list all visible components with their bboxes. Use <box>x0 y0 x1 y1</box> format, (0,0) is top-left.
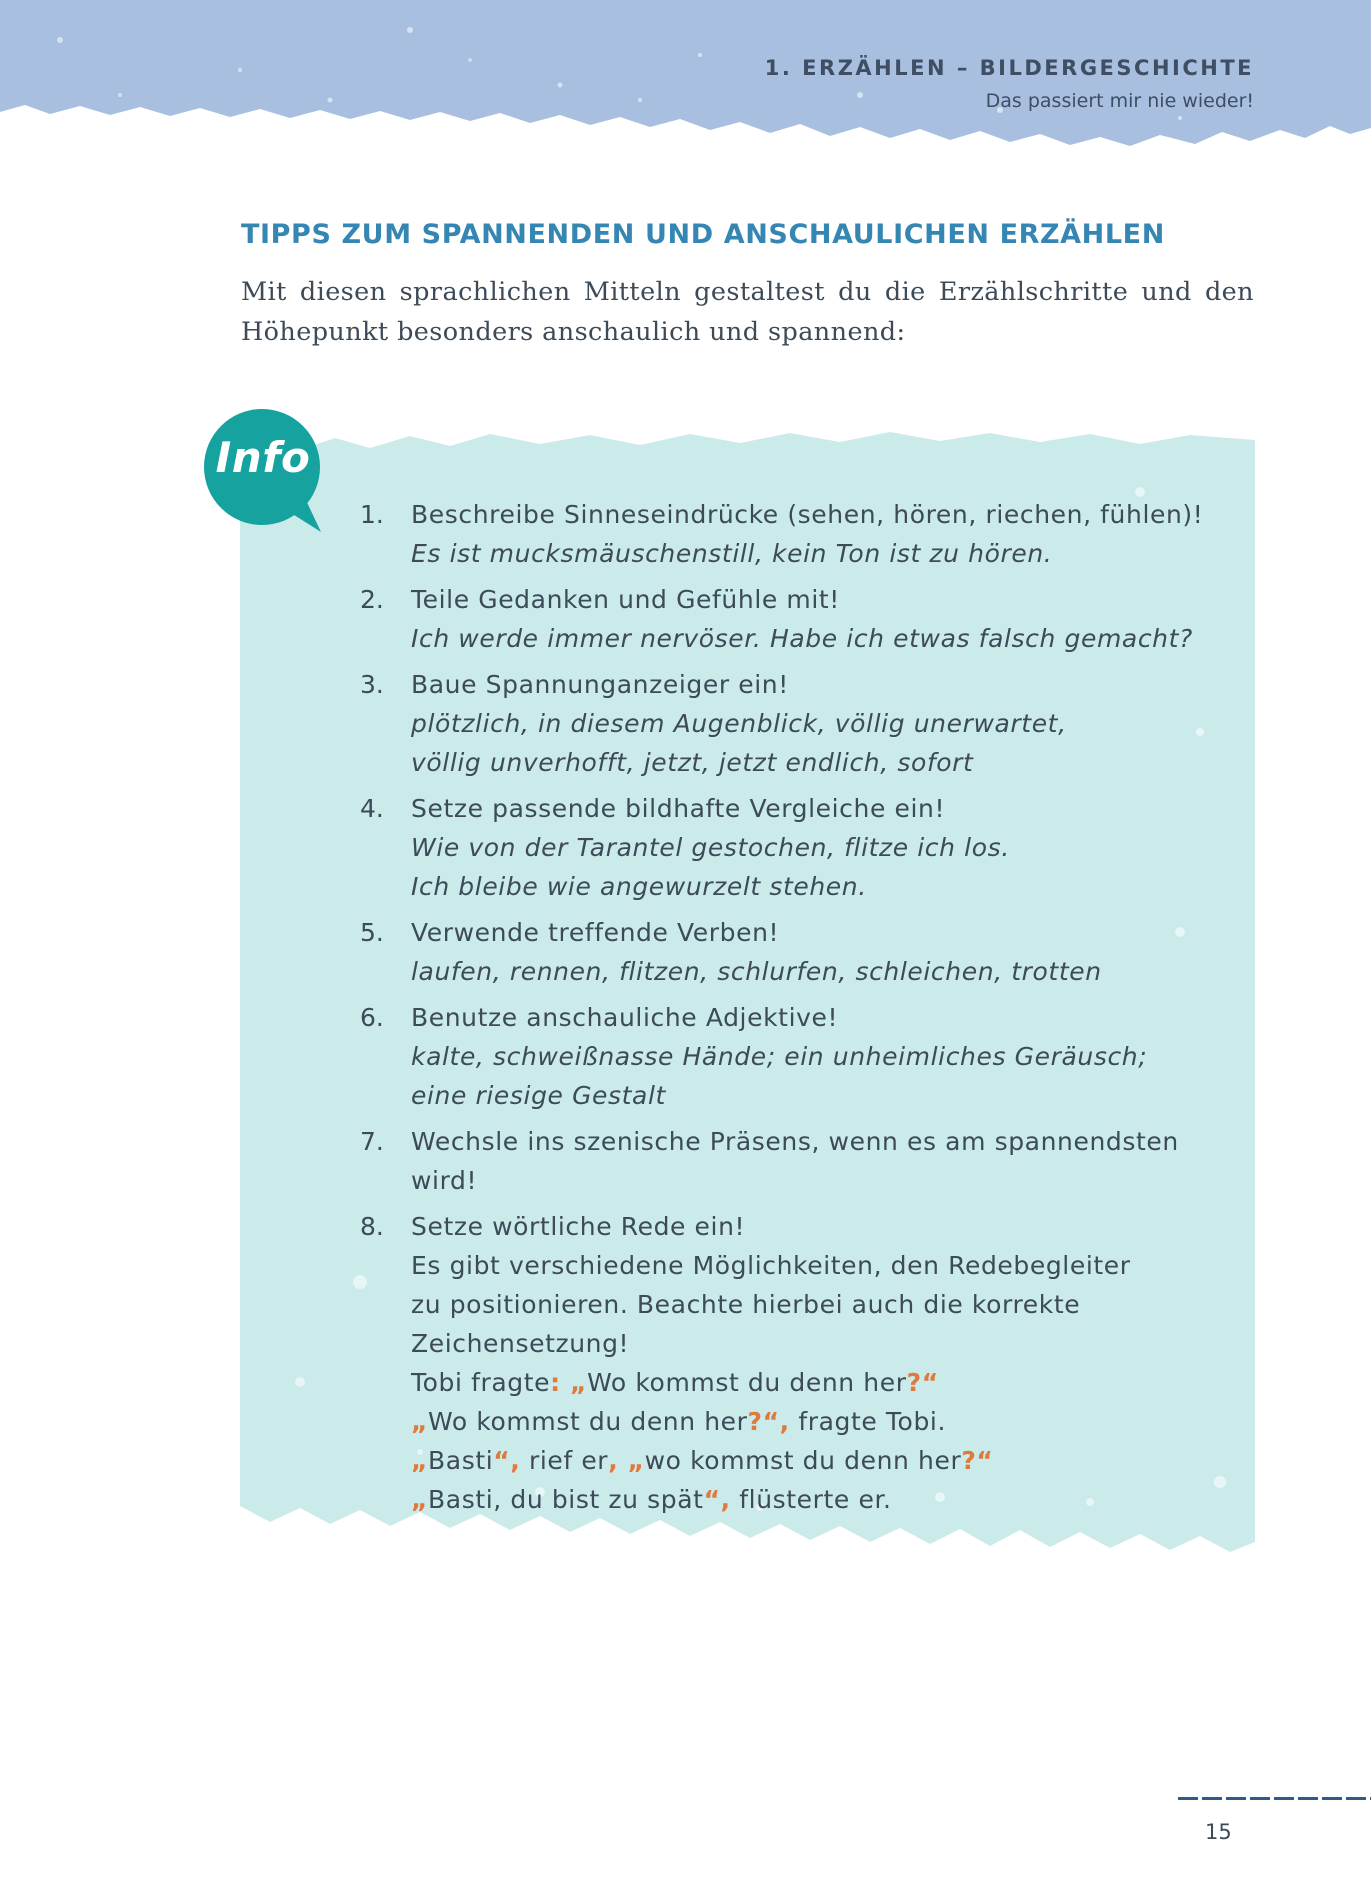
chapter-subtitle: Das passiert mir nie wieder! <box>985 90 1254 112</box>
speech-punctuation: : „ <box>550 1368 588 1397</box>
tip-example: eine riesige Gestalt <box>411 1081 666 1110</box>
tip-text: Setze passende bildhafte Vergleiche ein! <box>411 794 946 823</box>
tip-item <box>360 580 1240 658</box>
tip-item <box>360 665 1240 782</box>
speech-text: Basti <box>428 1446 494 1475</box>
speech-text: Wo kommst du denn her <box>428 1407 748 1436</box>
speech-example <box>411 1480 1240 1519</box>
intro-paragraph: Mit diesen sprachlichen Mitteln gestaltest du die Erzählschritte und den Höhepunkt besonders anschaulich und spannend: <box>241 277 1254 347</box>
tip-example: plötzlich, in diesem Augenblick, völlig unerwartet, <box>411 709 1067 738</box>
tip-item <box>360 1122 1240 1200</box>
chapter-heading: 1. ERZÄHLEN – BILDERGESCHICHTE <box>764 56 1254 80</box>
speech-punctuation: “, <box>493 1446 521 1475</box>
tip-item <box>360 998 1240 1115</box>
tip-item <box>360 789 1240 906</box>
tip-number: 5. <box>360 918 384 947</box>
page-number-rule <box>1178 1797 1371 1800</box>
tip-example: laufen, rennen, flitzen, schlurfen, schleichen, trotten <box>411 957 1102 986</box>
tip-text: Setze wörtliche Rede ein! <box>411 1212 746 1241</box>
tip-text: Es gibt verschiedene Möglichkeiten, den Redebegleiter <box>411 1251 1131 1280</box>
speech-punctuation: “, <box>703 1485 731 1514</box>
tip-example: Ich werde immer nervöser. Habe ich etwas falsch gemacht? <box>411 624 1193 653</box>
tip-example: Wie von der Tarantel gestochen, flitze ich los. <box>411 833 1010 862</box>
speech-text: rief er <box>520 1446 609 1475</box>
section-title: TIPPS ZUM SPANNENDEN UND ANSCHAULICHEN ERZÄHLEN <box>241 219 1165 250</box>
tip-number: 3. <box>360 670 384 699</box>
header-band <box>0 0 1371 175</box>
speech-punctuation: ?“ <box>961 1446 994 1475</box>
tip-number: 1. <box>360 500 384 529</box>
speech-punctuation: ?“ <box>906 1368 939 1397</box>
tip-text: Teile Gedanken und Gefühle mit! <box>411 585 840 614</box>
speech-example <box>411 1363 1240 1402</box>
speech-punctuation: „ <box>411 1485 429 1514</box>
tip-text: wird! <box>411 1166 478 1195</box>
speech-example <box>411 1441 1240 1480</box>
tip-number: 7. <box>360 1127 384 1156</box>
speech-example <box>411 1402 1240 1441</box>
tip-text: Verwende treffende Verben! <box>411 918 780 947</box>
tip-text: Beschreibe Sinneseindrücke (sehen, hören, riechen, fühlen)! <box>411 500 1204 529</box>
tip-example: Es ist mucksmäuschenstill, kein Ton ist zu hören. <box>411 539 1053 568</box>
tip-number: 8. <box>360 1212 384 1241</box>
speech-punctuation: ?“, <box>747 1407 790 1436</box>
speech-text: wo kommst du denn her <box>644 1446 962 1475</box>
tip-text: Baue Spannunganzeiger ein! <box>411 670 789 699</box>
tip-example: völlig unverhofft, jetzt, jetzt endlich, sofort <box>411 748 974 777</box>
info-label: Info <box>215 433 311 482</box>
tip-text: Zeichensetzung! <box>411 1329 630 1358</box>
speech-text: Tobi fragte <box>411 1368 551 1397</box>
speech-text: Basti, du bist zu spät <box>428 1485 704 1514</box>
tip-item <box>360 495 1240 573</box>
speech-text: fragte Tobi. <box>789 1407 947 1436</box>
tip-item <box>360 1207 1240 1519</box>
tips-list <box>360 495 1240 1526</box>
page-number: 15 <box>1205 1820 1232 1844</box>
speech-punctuation: „ <box>411 1407 429 1436</box>
tip-item <box>360 913 1240 991</box>
tip-text: Wechsle ins szenische Präsens, wenn es am spannendsten <box>411 1127 1179 1156</box>
speech-punctuation: „ <box>411 1446 429 1475</box>
speech-text: flüsterte er. <box>730 1485 892 1514</box>
tip-text: zu positionieren. Beachte hierbei auch die korrekte <box>411 1290 1081 1319</box>
tip-number: 2. <box>360 585 384 614</box>
tip-example: Ich bleibe wie angewurzelt stehen. <box>411 872 867 901</box>
tip-example: kalte, schweißnasse Hände; ein unheimliches Geräusch; <box>411 1042 1148 1071</box>
speech-text: Wo kommst du denn her <box>587 1368 907 1397</box>
tip-number: 6. <box>360 1003 384 1032</box>
speech-punctuation: , „ <box>608 1446 645 1475</box>
tip-number: 4. <box>360 794 384 823</box>
tip-text: Benutze anschauliche Adjektive! <box>411 1003 839 1032</box>
